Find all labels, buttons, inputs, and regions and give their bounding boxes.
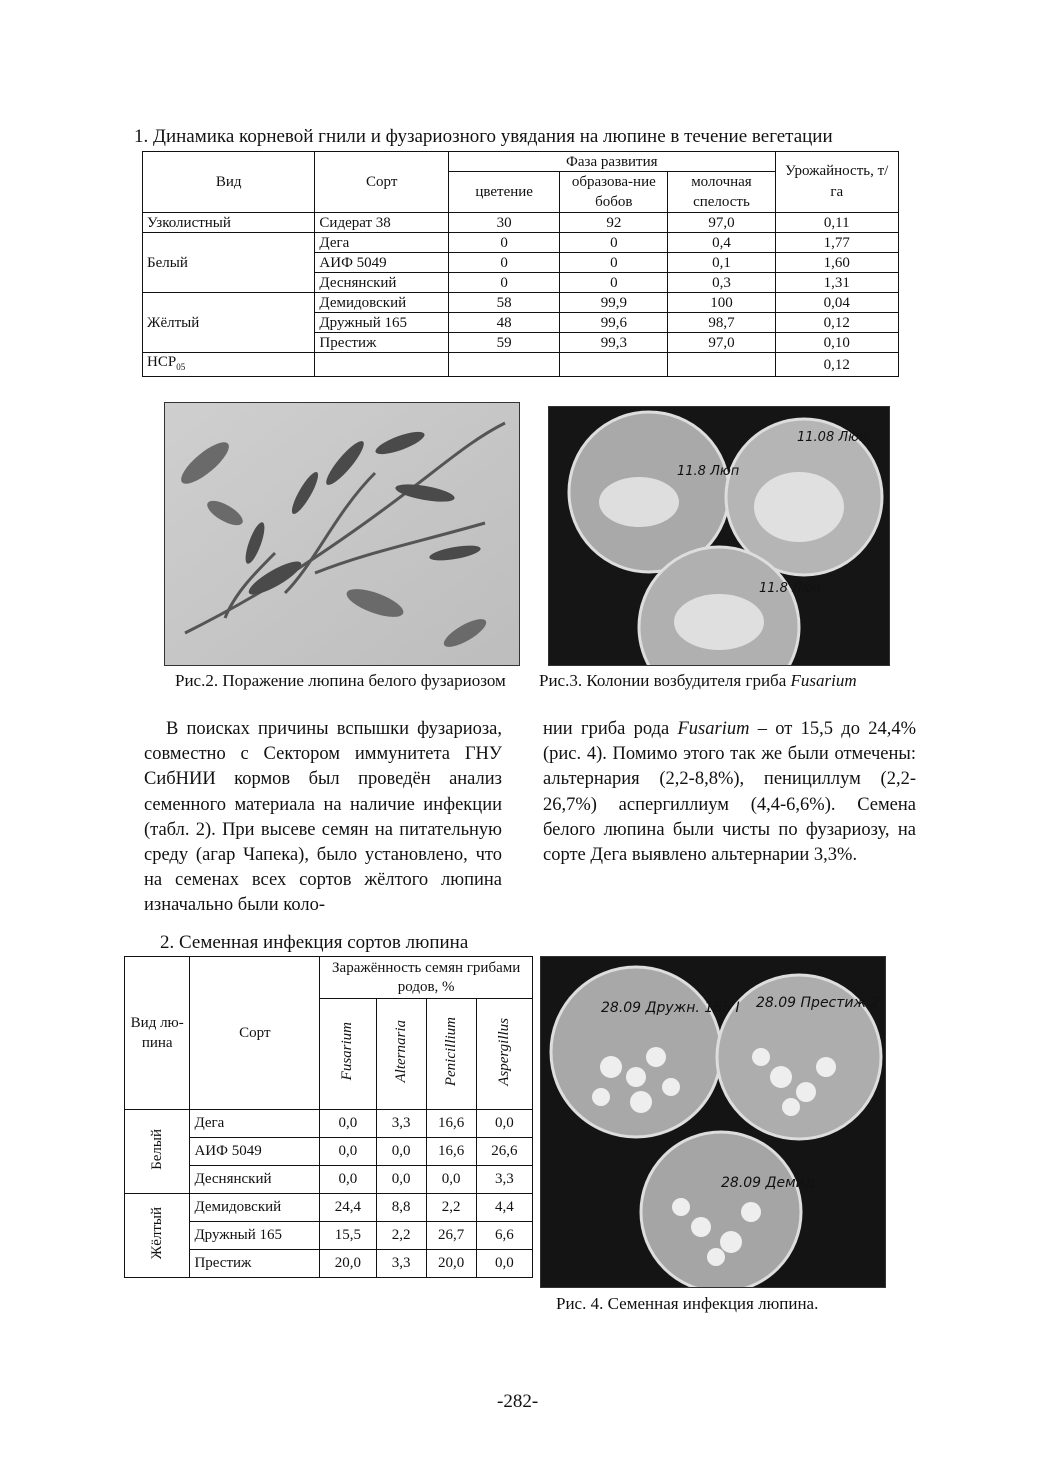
t2-header-genus (320, 999, 376, 1110)
t1-variety: АИФ 5049 (315, 253, 449, 273)
t1-cell: 99,9 (560, 293, 668, 313)
fig4-photo (540, 956, 886, 1288)
t2-cell: 20,0 (426, 1250, 476, 1278)
table1-caption: 1. Динамика корневой гнили и фузариозного увядания на люпине в течение вегетации (134, 126, 833, 147)
body-right-pre: нии гриба рода (543, 719, 678, 739)
t1-cell: 0,04 (775, 293, 898, 313)
t1-cell: 0 (449, 253, 560, 273)
fig4-caption: Рис. 4. Семенная инфекция люпина. (556, 1294, 819, 1313)
t1-cell: 1,31 (775, 273, 898, 293)
t2-variety: Дружный 165 (190, 1222, 320, 1250)
t1-header-phase: Фаза развития (449, 152, 775, 172)
petri-dishes-image (549, 407, 889, 665)
t1-cell: 98,7 (668, 313, 775, 333)
fig3-caption-genus: Fusarium (790, 671, 857, 690)
t1-cell: 59 (449, 333, 560, 353)
t1-cell: 0,1 (668, 253, 775, 273)
t1-cell: 1,77 (775, 233, 898, 253)
table-row (143, 353, 899, 377)
t2-cell: 24,4 (320, 1194, 376, 1222)
lupine-plant-image (165, 403, 519, 665)
t1-cell (449, 353, 560, 377)
t2-header-genus (376, 999, 426, 1110)
t1-header-variety: Сорт (315, 152, 449, 213)
t1-cell: 0,10 (775, 333, 898, 353)
t2-variety: Деснянский (190, 1166, 320, 1194)
t2-cell: 0,0 (426, 1166, 476, 1194)
t1-cell: 0,4 (668, 233, 775, 253)
t2-header-species: Вид лю-пина (125, 957, 190, 1110)
t1-cell: 30 (449, 213, 560, 233)
table2-caption: 2. Семенная инфекция сортов люпина (160, 932, 469, 953)
t1-header-yield: Урожайность, т/га (775, 152, 898, 213)
t2-header-infection: Заражённость семян грибами родов, % (320, 957, 533, 999)
t1-variety: Деснянский (315, 273, 449, 293)
fig2-photo (164, 402, 520, 666)
t2-cell: 3,3 (476, 1166, 532, 1194)
t2-cell: 3,3 (376, 1110, 426, 1138)
t1-cell: 0,12 (775, 353, 898, 377)
t1-header-milk: молочная спелость (668, 172, 775, 213)
t1-hsr-label (143, 353, 315, 377)
fig2-caption: Рис.2. Поражение люпина белого фузариозом (175, 671, 506, 690)
t1-header-flowering: цветение (449, 172, 560, 213)
t2-cell: 4,4 (476, 1194, 532, 1222)
t1-cell (560, 353, 668, 377)
t1-variety: Престиж (315, 333, 449, 353)
t1-cell: 99,3 (560, 333, 668, 353)
t1-variety: Демидовский (315, 293, 449, 313)
genus-alternaria: Alternaria (392, 1020, 409, 1083)
t1-cell: 0 (449, 233, 560, 253)
t2-cell: 0,0 (320, 1138, 376, 1166)
t2-cell: 6,6 (476, 1222, 532, 1250)
hsr-text: НСР (147, 354, 177, 370)
t1-variety: Дружный 165 (315, 313, 449, 333)
t2-header-genus (476, 999, 532, 1110)
t2-species (125, 1194, 190, 1278)
fig3-plate2-label: 11.08 Люп. (797, 430, 872, 445)
genus-aspergillus: Aspergillus (495, 1017, 512, 1086)
t2-header-variety: Сорт (190, 957, 320, 1110)
body-right-column (543, 717, 916, 868)
t2-cell: 0,0 (320, 1110, 376, 1138)
t2-cell: 3,3 (376, 1250, 426, 1278)
fig3-photo (548, 406, 890, 666)
t1-cell: 0,3 (668, 273, 775, 293)
t1-cell: 100 (668, 293, 775, 313)
t2-species-label: Белый (148, 1128, 165, 1170)
t2-cell: 0,0 (476, 1250, 532, 1278)
body-left-text: В поисках причины вспышки фузариоза, совместно с Сектором иммунитета ГНУ СибНИИ кормов был проведён анализ семенного материала на наличие инфекции (табл. 2). При высеве семян на питательную среду (агар Чапека), было установлено, что на семенах всех сортов жёлтого люпина изначально были коло- (144, 719, 502, 916)
page-number: -282- (497, 1391, 539, 1412)
table-row (125, 1110, 533, 1138)
table1 (142, 151, 899, 377)
table2 (124, 956, 533, 1278)
t1-species: Узколистный (143, 213, 315, 233)
seed-infection-image (541, 957, 885, 1287)
table-row (143, 293, 899, 313)
t1-cell: 97,0 (668, 213, 775, 233)
t1-cell: 97,0 (668, 333, 775, 353)
t2-cell: 2,2 (376, 1222, 426, 1250)
t2-cell: 0,0 (376, 1138, 426, 1166)
t2-variety: АИФ 5049 (190, 1138, 320, 1166)
body-left-column (144, 717, 502, 919)
t2-variety: Престиж (190, 1250, 320, 1278)
t1-cell: 92 (560, 213, 668, 233)
fig3-caption (539, 671, 857, 691)
t2-cell: 20,0 (320, 1250, 376, 1278)
fig3-plate1-label: 11.8 Люп (677, 464, 740, 479)
t1-variety: Дега (315, 233, 449, 253)
genus-penicillium: Penicillium (442, 1016, 459, 1087)
t1-cell: 0,11 (775, 213, 898, 233)
t1-cell (315, 353, 449, 377)
t2-species (125, 1110, 190, 1194)
t2-cell: 16,6 (426, 1110, 476, 1138)
t2-header-genus (426, 999, 476, 1110)
fig4-plate1-label: 28.09 Дружн. 165 I (601, 1000, 740, 1016)
t2-cell: 15,5 (320, 1222, 376, 1250)
table-row (143, 233, 899, 253)
t1-variety: Сидерат 38 (315, 213, 449, 233)
t1-cell (668, 353, 775, 377)
body-right-paragraph (543, 717, 916, 868)
t1-header-species: Вид (143, 152, 315, 213)
body-right-post: – от 15,5 до 24,4% (рис. 4). Помимо этого так же были отмечены: альтернария (2,2-8,8%), пенициллум (2,2-26,7%) аспергиллиум (4,4-6,6%). Семена белого люпина были чисты по фузариозу, на сорте Дега выявлено альтернарии 3,3%. (543, 719, 917, 866)
t2-species-label: Жёлтый (148, 1206, 165, 1260)
fig3-plate3-label: 11.8 Люп (759, 581, 822, 596)
t1-cell: 48 (449, 313, 560, 333)
t1-cell: 99,6 (560, 313, 668, 333)
t1-header-bean: образова-ние бобов (560, 172, 668, 213)
t1-cell: 0 (560, 253, 668, 273)
t1-cell: 0,12 (775, 313, 898, 333)
t2-cell: 2,2 (426, 1194, 476, 1222)
table-row (143, 213, 899, 233)
t2-variety: Дега (190, 1110, 320, 1138)
fig3-caption-text: Рис.3. Колонии возбудителя гриба (539, 671, 791, 690)
body-right-genus: Fusarium (677, 719, 750, 739)
t2-cell: 8,8 (376, 1194, 426, 1222)
t1-cell: 0 (560, 273, 668, 293)
t2-cell: 26,7 (426, 1222, 476, 1250)
table-row (125, 1194, 533, 1222)
fig4-plate2-label: 28.09 Престиж 2 (756, 995, 880, 1011)
fig4-plate3-label: 28.09 Демид. (721, 1175, 819, 1191)
t2-cell: 0,0 (320, 1166, 376, 1194)
t2-variety: Демидовский (190, 1194, 320, 1222)
t2-cell: 16,6 (426, 1138, 476, 1166)
t2-cell: 26,6 (476, 1138, 532, 1166)
t1-cell: 58 (449, 293, 560, 313)
hsr-sub: 05 (176, 362, 186, 372)
t1-cell: 1,60 (775, 253, 898, 273)
t2-cell: 0,0 (476, 1110, 532, 1138)
t1-species: Белый (143, 233, 315, 293)
t1-cell: 0 (449, 273, 560, 293)
t1-cell: 0 (560, 233, 668, 253)
t2-cell: 0,0 (376, 1166, 426, 1194)
t1-species: Жёлтый (143, 293, 315, 353)
genus-fusarium: Fusarium (339, 1022, 356, 1081)
